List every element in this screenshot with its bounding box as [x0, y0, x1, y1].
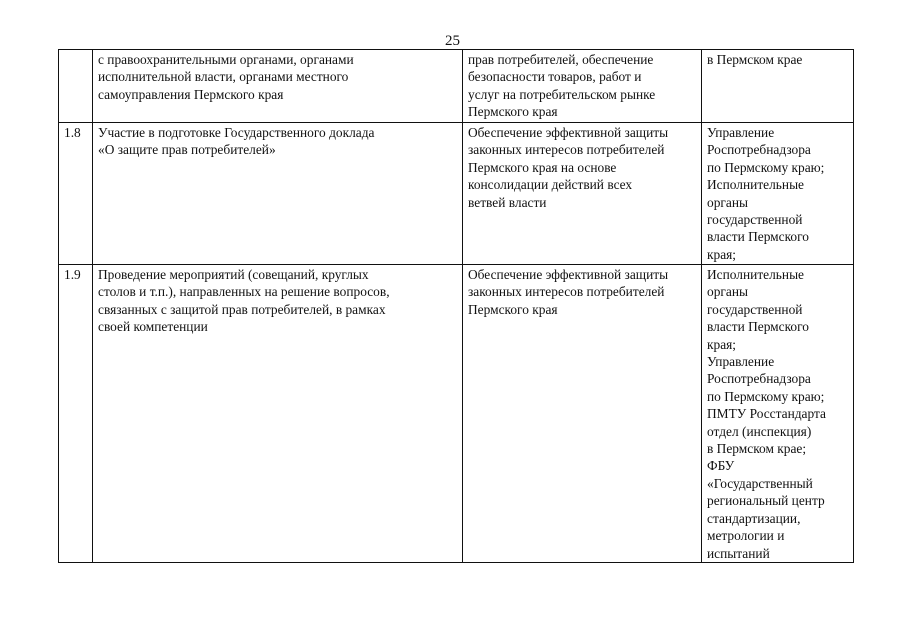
- goal-cell: [463, 265, 702, 563]
- activity-line: самоуправления Пермского края: [98, 86, 284, 102]
- executor-line: края;: [707, 246, 737, 262]
- executor-line: Роспотребнадзора: [707, 142, 811, 158]
- executor-cell: [702, 50, 854, 123]
- activity-line: столов и т.п.), направленных на решение вопросов,: [98, 284, 390, 300]
- goal-line: Пермского края: [468, 104, 558, 120]
- activity-line: связанных с защитой прав потребителей, в рамках: [98, 301, 386, 317]
- table-row: [59, 50, 854, 123]
- executor-line: по Пермскому краю;: [707, 159, 825, 175]
- goal-cell: [463, 50, 702, 123]
- goal-line: безопасности товаров, работ и: [468, 69, 642, 85]
- executor-line: ПМТУ Росстандарта: [707, 406, 826, 422]
- activity-cell: [93, 265, 463, 563]
- goal-cell: [463, 123, 702, 265]
- executor-line: Исполнительные: [707, 267, 805, 282]
- executor-line: Исполнительные: [707, 177, 805, 193]
- executor-line: края;: [707, 336, 737, 352]
- executor-line: Управление: [707, 125, 775, 140]
- activity-line: Участие в подготовке Государственного доклада: [98, 125, 375, 140]
- executor-line: власти Пермского: [707, 319, 809, 335]
- table-row: [59, 265, 854, 563]
- executor-line: «Государственный: [707, 475, 813, 491]
- executor-line: государственной: [707, 301, 803, 317]
- executor-line: стандартизации,: [707, 510, 801, 526]
- executor-line: в Пермском крае;: [707, 441, 807, 457]
- row-number-cell: [59, 50, 93, 123]
- goal-line: законных интересов потребителей: [468, 284, 665, 300]
- executor-cell: [702, 123, 854, 265]
- activity-line: с правоохранительными органами, органами: [98, 52, 354, 67]
- executor-line: Управление: [707, 354, 775, 370]
- row-number-cell: 1.8: [59, 123, 93, 265]
- table-row: [59, 123, 854, 265]
- activity-line: Проведение мероприятий (совещаний, круглых: [98, 267, 369, 282]
- executor-line: ФБУ: [707, 458, 735, 474]
- executor-line: власти Пермского: [707, 229, 809, 245]
- row-number-cell: 1.9: [59, 265, 93, 563]
- executor-line: органы: [707, 194, 748, 210]
- executor-line: в Пермском крае: [707, 52, 803, 67]
- activity-cell: [93, 123, 463, 265]
- activity-line: своей компетенции: [98, 319, 208, 335]
- executor-line: испытаний: [707, 545, 770, 561]
- executor-line: государственной: [707, 212, 803, 228]
- executor-cell: [702, 265, 854, 563]
- goal-line: прав потребителей, обеспечение: [468, 52, 654, 67]
- activity-line: исполнительной власти, органами местного: [98, 69, 349, 85]
- activity-cell: [93, 50, 463, 123]
- executor-line: Роспотребнадзора: [707, 371, 811, 387]
- executor-line: по Пермскому краю;: [707, 388, 825, 404]
- goal-line: консолидации действий всех: [468, 177, 633, 193]
- executor-line: органы: [707, 284, 748, 300]
- executor-line: метрологии и: [707, 528, 785, 544]
- goal-line: ветвей власти: [468, 194, 547, 210]
- goal-line: Обеспечение эффективной защиты: [468, 125, 669, 140]
- goal-line: Пермского края на основе: [468, 159, 617, 175]
- executor-line: региональный центр: [707, 493, 825, 509]
- activity-line: «О защите прав потребителей»: [98, 142, 276, 158]
- goal-line: законных интересов потребителей: [468, 142, 665, 158]
- page-number: 25: [445, 33, 460, 49]
- goal-line: Обеспечение эффективной защиты: [468, 267, 669, 282]
- executor-line: отдел (инспекция): [707, 423, 812, 439]
- goal-line: услуг на потребительском рынке: [468, 86, 656, 102]
- measures-table: [58, 49, 854, 563]
- goal-line: Пермского края: [468, 301, 558, 317]
